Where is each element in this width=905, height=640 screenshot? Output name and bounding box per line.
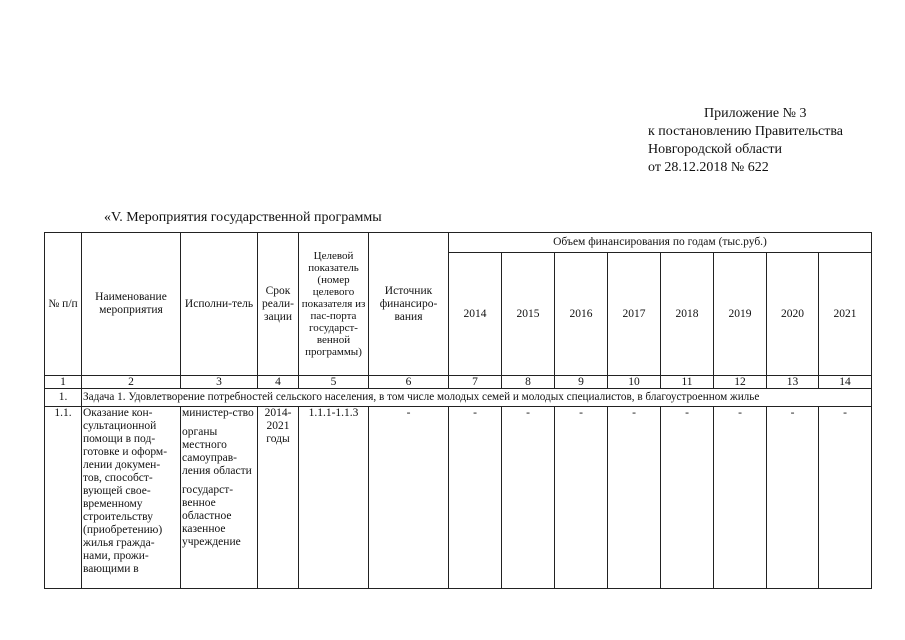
header-year: 2016	[555, 253, 608, 376]
column-number: 11	[661, 376, 714, 389]
row-term: 2014-2021 годы	[258, 407, 299, 589]
column-number: 4	[258, 376, 299, 389]
row-value: -	[819, 407, 872, 589]
column-number: 10	[608, 376, 661, 389]
column-number: 5	[299, 376, 369, 389]
section-title: «V. Мероприятия государственной программы	[104, 210, 382, 225]
appendix-date: от 28.12.2018 № 622	[648, 160, 769, 175]
header-year: 2017	[608, 253, 661, 376]
task-text: Задача 1. Удовлетворение потребностей сельского населения, в том числе молодых семей и молодых специалистов, в благоустроенном жилье	[82, 389, 872, 407]
header-year: 2021	[819, 253, 872, 376]
row-source: -	[369, 407, 449, 589]
row-value: -	[767, 407, 819, 589]
column-number: 9	[555, 376, 608, 389]
executor-local-government: органы местного самоуправ-ления области	[182, 426, 252, 477]
executor-state-institution: государст-венное областное казенное учреждение	[182, 484, 241, 548]
row-value: -	[714, 407, 767, 589]
row-name: Оказание кон-сультационной помощи в под-готовке и оформ-лении докумен-тов, способст-вующей свое-временному строительству (приобретению) жилья гражда-нами, прожи-вающими в	[82, 407, 181, 589]
appendix-title: Приложение № 3	[704, 106, 807, 121]
column-number: 8	[502, 376, 555, 389]
column-number: 3	[181, 376, 258, 389]
header-num: № п/п	[45, 233, 82, 376]
column-number: 7	[449, 376, 502, 389]
appendix-resolution: к постановлению Правительства	[648, 124, 844, 139]
header-source: Источник финансиро-вания	[369, 233, 449, 376]
column-number: 6	[369, 376, 449, 389]
column-number: 14	[819, 376, 872, 389]
column-number: 12	[714, 376, 767, 389]
row-executor	[181, 407, 258, 589]
table-row	[45, 407, 872, 589]
column-number: 1	[45, 376, 82, 389]
header-term: Срок реали-зации	[258, 233, 299, 376]
row-value: -	[449, 407, 502, 589]
header-executor: Исполни-тель	[181, 233, 258, 376]
column-number: 2	[82, 376, 181, 389]
header-year: 2015	[502, 253, 555, 376]
column-number: 13	[767, 376, 819, 389]
header-target: Целевой показатель (номер целевого показателя из пас-порта государст-венной программы)	[299, 233, 369, 376]
executor-ministry: министер-ство	[182, 407, 254, 419]
appendix-block	[648, 105, 843, 177]
row-target: 1.1.1-1.1.3	[299, 407, 369, 589]
task-row	[45, 389, 872, 407]
row-value: -	[661, 407, 714, 589]
activities-table	[44, 232, 872, 589]
header-year: 2018	[661, 253, 714, 376]
row-value: -	[555, 407, 608, 589]
appendix-region: Новгородской области	[648, 142, 782, 157]
task-num: 1.	[45, 389, 82, 407]
header-name: Наименование мероприятия	[82, 233, 181, 376]
header-year: 2020	[767, 253, 819, 376]
header-year: 2019	[714, 253, 767, 376]
row-value: -	[608, 407, 661, 589]
header-year: 2014	[449, 253, 502, 376]
row-num: 1.1.	[45, 407, 82, 589]
header-funding: Объем финансирования по годам (тыс.руб.)	[449, 233, 872, 253]
row-value: -	[502, 407, 555, 589]
